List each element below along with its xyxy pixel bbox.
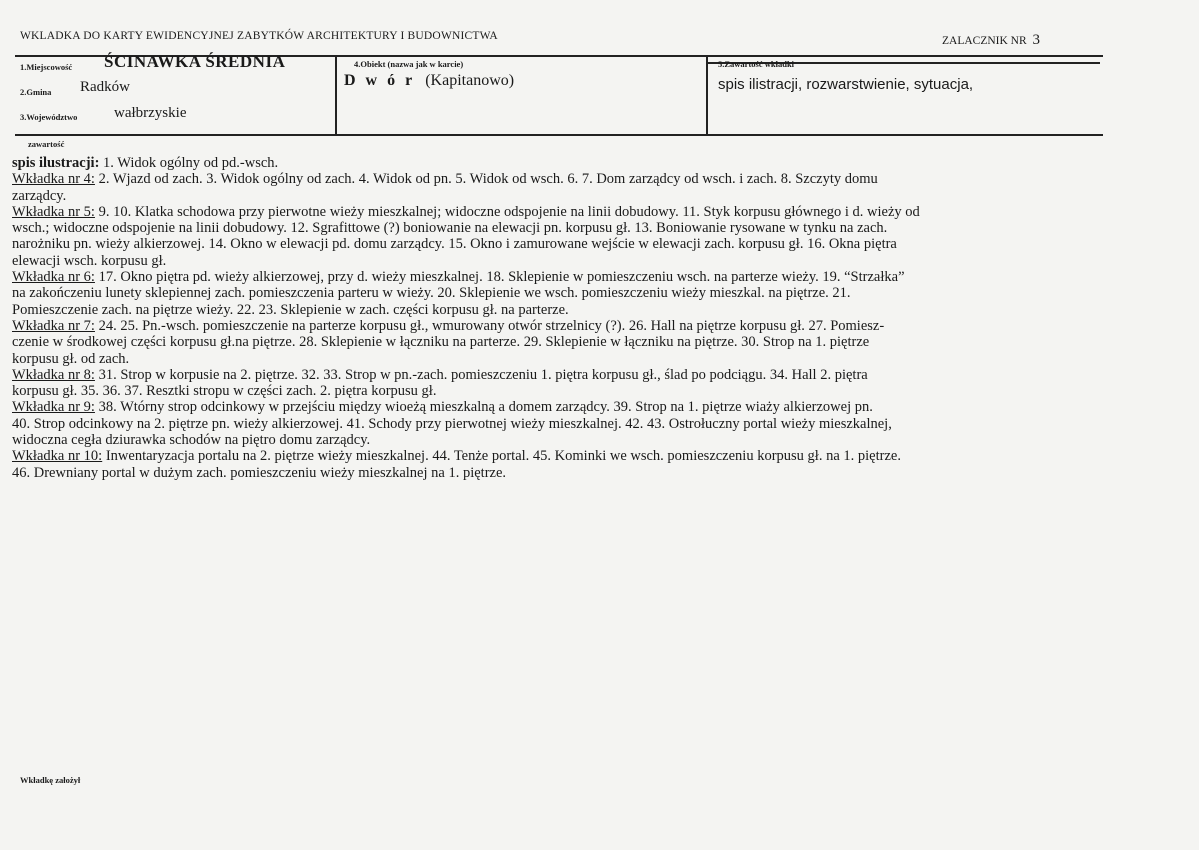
commune-label: 2.Gmina bbox=[20, 87, 52, 97]
list-line bbox=[12, 285, 1190, 301]
document-title: WKLADKA DO KARTY EWIDENCYJNEJ ZABYTKÓW ARCHITEKTURY I BUDOWNICTWA bbox=[20, 30, 498, 42]
insert-contents-value: spis ilistracji, rozwarstwienie, sytuacja, bbox=[718, 76, 974, 93]
object-name bbox=[344, 72, 514, 90]
object-label: 4.Obiekt (nazwa jak w karcie) bbox=[354, 59, 464, 69]
list-text: Pomieszczenie zach. na piętrze wieży. 22. 23. Sklepienie w zach. części korpusu gł. na parterze. bbox=[12, 301, 569, 318]
list-lead: spis ilustracji: bbox=[12, 155, 100, 171]
illustration-list bbox=[12, 155, 1190, 481]
list-text: 24. 25. Pn.-wsch. pomieszczenie na parterze korpusu gł., wmurowany otwór strzelnicy (?). 26. Hall na piętrze korpusu gł. 27. Pomiesz- bbox=[94, 317, 885, 334]
list-line bbox=[12, 432, 1190, 448]
list-lead: Wkładka nr 5: bbox=[12, 203, 95, 220]
list-line bbox=[12, 318, 1190, 334]
list-text: 17. Okno piętra pd. wieży alkierzowej, przy d. wieży mieszkalnej. 18. Sklepienie w pomieszczeniu wsch. na parterze wieży. 19. “Strzałka” bbox=[94, 269, 905, 286]
list-text: 46. Drewniany portal w dużym zach. pomieszczeniu wieży mieszkalnej na 1. piętrze. bbox=[12, 464, 507, 481]
field-divider-1 bbox=[335, 56, 337, 135]
list-line bbox=[12, 399, 1190, 415]
list-line bbox=[12, 383, 1190, 399]
list-line bbox=[12, 220, 1190, 236]
list-lead: Wkładka nr 8: bbox=[12, 366, 95, 383]
list-line bbox=[12, 155, 1190, 171]
list-text: korpusu gł. 35. 36. 37. Resztki stropu w części zach. 2. piętra korpusu gł. bbox=[12, 383, 437, 400]
voivodeship-label: 3.Województwo bbox=[20, 112, 78, 122]
contents-label: zawartość bbox=[28, 139, 65, 149]
list-lead: Wkładka nr 9: bbox=[12, 399, 95, 416]
list-text: zarządcy. bbox=[12, 187, 67, 204]
voivodeship-value: wałbrzyskie bbox=[114, 105, 187, 121]
list-text: narożniku pn. wieży alkierzowej. 14. Okno w elewacji pd. domu zarządcy. 15. Okno i zamurowane wejście w elewacji zach. korpusu gł. 16. Okna piętra bbox=[12, 236, 897, 253]
list-line bbox=[12, 204, 1190, 220]
list-lead: Wkładka nr 6: bbox=[12, 269, 95, 286]
list-line bbox=[12, 367, 1190, 383]
list-text: 9. 10. Klatka schodowa przy pierwotne wieży mieszkalnej; widoczne odspojenie na linii dobudowy. 11. Styk korpusu głównego i d. wieży od bbox=[94, 203, 920, 220]
list-lead: Wkładka nr 4: bbox=[12, 171, 95, 188]
list-line bbox=[12, 465, 1190, 481]
object-name-main: D w ó r bbox=[344, 72, 416, 89]
list-line bbox=[12, 334, 1190, 350]
list-lead: Wkładka nr 7: bbox=[12, 317, 95, 334]
list-text: elewacji wsch. korpusu gł. bbox=[12, 252, 167, 269]
list-text: 40. Strop odcinkowy na 2. piętrze pn. wieży alkierzowej. 41. Schody przy pierwotnej wieży mieszkalnej. 42. 43. Ostrołuczny portal wieży mieszkalnej, bbox=[12, 415, 892, 432]
field-divider-2 bbox=[706, 56, 708, 135]
list-line bbox=[12, 448, 1190, 464]
list-line bbox=[12, 188, 1190, 204]
object-name-detail: (Kapitanowo) bbox=[425, 72, 515, 89]
list-line bbox=[12, 269, 1190, 285]
list-text: wsch.; widoczne odspojenie na linii dobudowy. 12. Sgrafittowe (?) boniowanie na elewacji pn. korpusu gł. 13. Boniowanie rysowane w tynku na zach. bbox=[12, 220, 888, 237]
list-line bbox=[12, 236, 1190, 252]
list-text: 31. Strop w korpusie na 2. piętrze. 32. 33. Strop w pn.-zach. pomieszczeniu 1. piętra korpusu gł., ślad po podciągu. 34. Hall 2. piętra bbox=[94, 366, 868, 383]
list-text: 38. Wtórny strop odcinkowy w przejściu między wioeżą mieszkalną a domem zarządcy. 39. Strop na 1. piętrze wiaży alkierzowej pn. bbox=[94, 399, 873, 416]
header-bottom-rule bbox=[15, 134, 1103, 136]
attachment-label: ZALACZNIK NR bbox=[942, 35, 1027, 47]
list-text: korpusu gł. od zach. bbox=[12, 350, 130, 367]
list-text: 1. Widok ogólny od pd.-wsch. bbox=[99, 155, 279, 171]
list-line bbox=[12, 253, 1190, 269]
list-line bbox=[12, 171, 1190, 187]
list-lead: Wkładka nr 10: bbox=[12, 448, 103, 465]
commune-value: Radków bbox=[80, 79, 130, 95]
place-label: 1.Miejscowość bbox=[20, 62, 73, 72]
list-line bbox=[12, 351, 1190, 367]
list-text: widoczna cegła dziurawka schodów na piętro domu zarządcy. bbox=[12, 432, 371, 449]
attachment-number-value: 3 bbox=[1032, 32, 1041, 48]
place-value: ŚCINAWKA ŚREDNIA bbox=[104, 52, 286, 71]
list-text: czenie w środkowej części korpusu gł.na piętrze. 28. Sklepienie w łączniku na parterze. 29. Sklepienie w łączniku na piętrze. 30. Strop na 1. piętrze bbox=[12, 334, 870, 351]
list-text: Inwentaryzacja portalu na 2. piętrze wieży mieszkalnej. 44. Tenże portal. 45. Kominki we wsch. pomieszczeniu korpusu gł. na 1. piętrze. bbox=[102, 448, 901, 465]
footer-label: Wkładkę założył bbox=[20, 775, 81, 785]
list-line bbox=[12, 302, 1190, 318]
insert-contents-label: 5.Zawartość wkładki bbox=[718, 59, 795, 69]
list-text: 2. Wjazd od zach. 3. Widok ogólny od zach. 4. Widok od pn. 5. Widok od wsch. 6. 7. Dom zarządcy od wsch. i zach. 8. Szczyty domu bbox=[94, 171, 878, 188]
list-line bbox=[12, 416, 1190, 432]
attachment-number bbox=[942, 32, 1040, 49]
list-text: na zakończeniu lunety sklepiennej zach. pomieszczenia parteru w wieży. 20. Sklepienie we wsch. pomieszczeniu wieży mieszkal. na piętrze. 21. bbox=[12, 285, 851, 302]
